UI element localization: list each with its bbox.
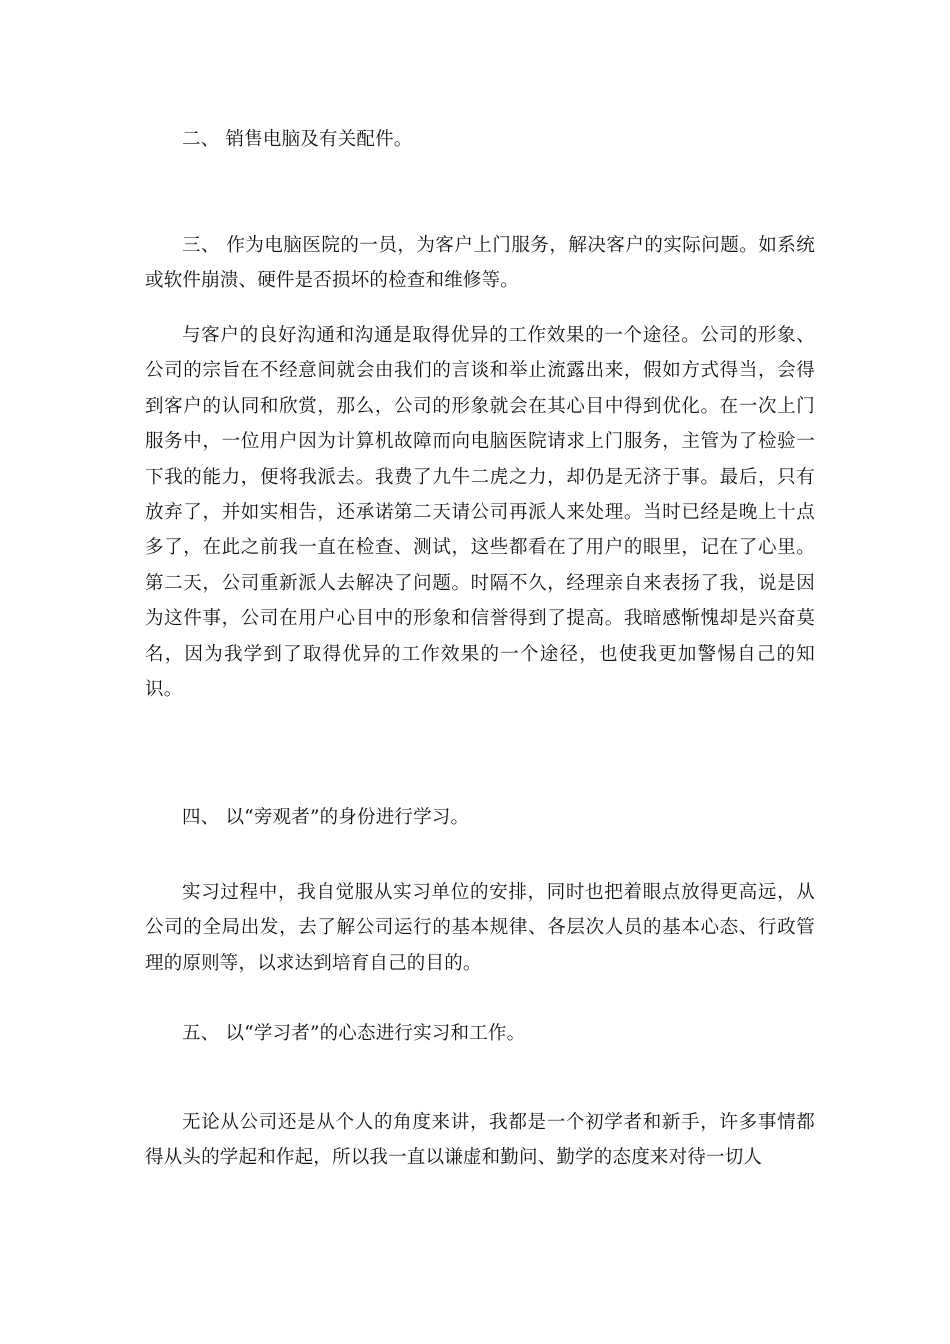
paragraph-internship-process: 实习过程中，我自觉服从实习单位的安排，同时也把着眼点放得更高远，从公司的全局出发，去了解公司运行的基本规律、各层次人员的基本心态、行政管理的原则等，以求达到培育自己的目的。: [145, 882, 815, 974]
paragraph-beginner-attitude: 无论从公司还是从个人的角度来讲，我都是一个初学者和新手，许多事情都得从头的学起和作起，所以我一直以谦虚和勤问、勤学的态度来对待一切人: [145, 1112, 815, 1169]
paragraph-communication: 与客户的良好沟通和沟通是取得优异的工作效果的一个途径。公司的形象、公司的宗旨在不经意间就会由我们的言谈和举止流露出来，假如方式得当，会得到客户的认同和欣赏，那么，公司的形象就会在其心目中得到优化。在一次上门服务中，一位用户因为计算机故障而向电脑医院请求上门服务，主管为了检验一下我的能力，便将我派去。我费了九牛二虎之力，却仍是无济于事。最后，只有放弃了，并如实相告，还承诺第二天请公司再派人来处理。当时已经是晚上十点多了，在此之前我一直在检查、测试，这些都看在了用户的眼里，记在了心里。第二天，公司重新派人去解决了问题。时隔不久，经理亲自来表扬了我，说是因为这件事，公司在用户心目中的形象和信誉得到了提高。我暗感惭愧却是兴奋莫名，因为我学到了取得优异的工作效果的一个途径，也使我更加警惕自己的知识。: [145, 325, 815, 701]
paragraph-item-5-learner: 五、 以“学习者”的心态进行实习和工作。: [182, 1023, 526, 1044]
paragraph-item-2-sales: 二、 销售电脑及有关配件。: [182, 129, 413, 150]
paragraph-item-4-observer: 四、 以“旁观者”的身份进行学习。: [182, 807, 470, 828]
paragraph-item-3-service: 三、 作为电脑医院的一员，为客户上门服务，解决客户的实际问题。如系统或软件崩溃、硬件是否损坏的检查和维修等。: [145, 235, 815, 292]
